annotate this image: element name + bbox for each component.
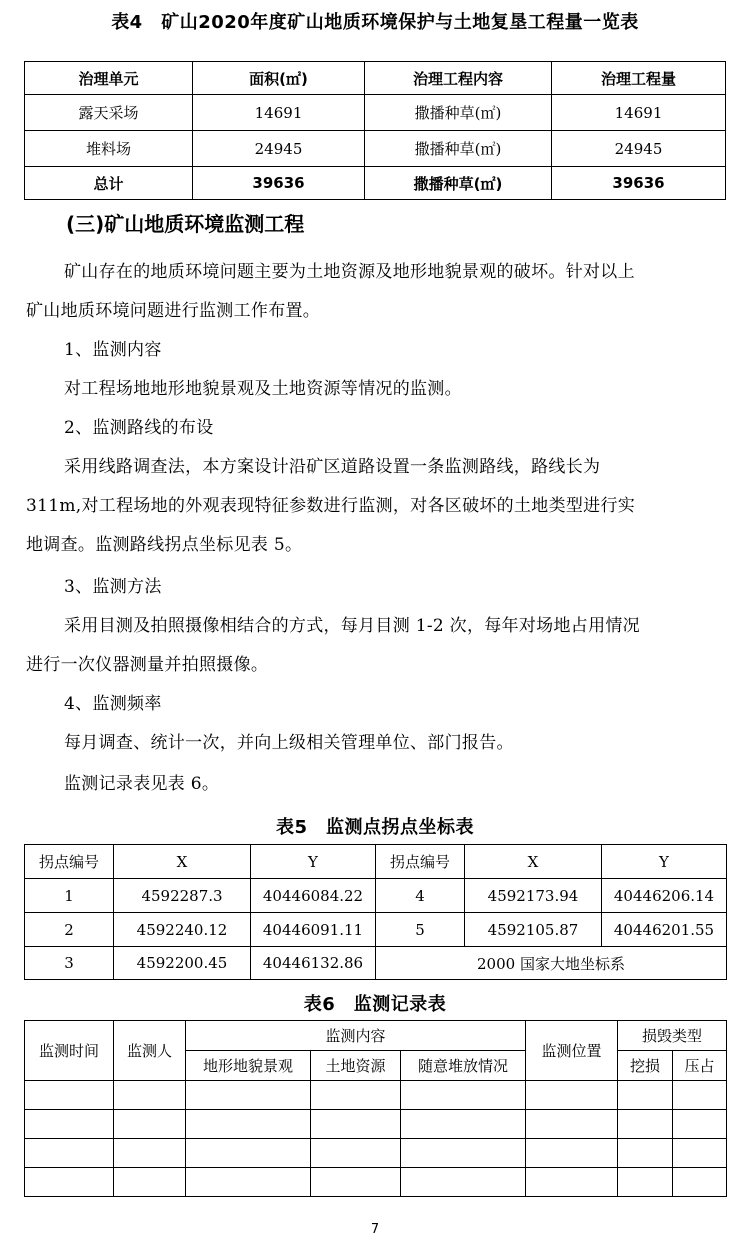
cell: 40446084.22 [251,879,376,913]
cell: 撒播种草(㎡) [365,95,552,131]
subheading: 2、监测路线的布设 [64,418,214,438]
cell: 39636 [552,167,726,200]
table-row [25,131,726,167]
cell: 4592200.45 [114,947,251,980]
table-row [25,947,727,980]
table-header-row [25,845,727,879]
subheading: 1、监测内容 [64,340,162,360]
paragraph-line: 每月调查、统计一次，并向上级相关管理单位、部门报告。 [64,733,514,753]
table5 [24,844,727,980]
subheading: 3、监测方法 [64,577,162,597]
cell: 39636 [193,167,365,200]
header-y: Y [251,845,376,879]
table-row [25,879,727,913]
table-row [25,1081,727,1110]
cell: 撒播种草(㎡) [365,167,552,200]
header-damage-type: 损毁类型 [618,1021,727,1051]
table4 [24,61,726,200]
paragraph-line: 311m,对工程场地的外观表现特征参数进行监测，对各区破坏的土地类型进行实 [26,496,636,516]
cell: 40446201.55 [602,913,727,947]
paragraph-line: 监测记录表见表 6。 [64,774,220,794]
cell: 5 [376,913,465,947]
table-row [25,1139,727,1168]
page-number: 7 [370,1222,380,1237]
header-occupy: 压占 [673,1051,727,1081]
header-work-content: 治理工程内容 [365,62,552,95]
header-point-no: 拐点编号 [376,845,465,879]
paragraph-line: 矿山存在的地质环境问题主要为土地资源及地形地貌景观的破坏。针对以上 [64,262,635,282]
subheading: 4、监测频率 [64,694,162,714]
header-area: 面积(㎡) [193,62,365,95]
header-x: X [114,845,251,879]
cell: 2 [25,913,114,947]
header-dig: 挖损 [618,1051,673,1081]
header-time: 监测时间 [25,1021,114,1081]
header-person: 监测人 [114,1021,186,1081]
paragraph-line: 进行一次仪器测量并拍照摄像。 [26,655,269,675]
coordinate-system-note: 2000 国家大地坐标系 [376,947,727,980]
cell: 1 [25,879,114,913]
header-unit: 治理单元 [25,62,193,95]
cell: 4592287.3 [114,879,251,913]
table-header-row [25,62,726,95]
paragraph-line: 采用线路调查法，本方案设计沿矿区道路设置一条监测路线，路线长为 [64,457,601,477]
paragraph-line: 矿山地质环境问题进行监测工作布置。 [26,301,321,321]
paragraph-line: 地调查。监测路线拐点坐标见表 5。 [26,535,303,555]
paragraph-line: 对工程场地地形地貌景观及土地资源等情况的监测。 [64,379,462,399]
cell: 4592105.87 [465,913,602,947]
table5-caption: 表5 监测点拐点坐标表 [275,817,475,838]
header-location: 监测位置 [526,1021,618,1081]
cell: 露天采场 [25,95,193,131]
paragraph-line: 采用目测及拍照摄像相结合的方式，每月目测 1-2 次，每年对场地占用情况 [64,616,640,636]
header-point-no: 拐点编号 [25,845,114,879]
table-header-row [25,1021,727,1051]
header-land: 土地资源 [311,1051,401,1081]
header-y: Y [602,845,727,879]
cell: 14691 [552,95,726,131]
table-row [25,95,726,131]
cell: 24945 [552,131,726,167]
cell: 14691 [193,95,365,131]
header-work-amount: 治理工程量 [552,62,726,95]
cell: 3 [25,947,114,980]
header-pile: 随意堆放情况 [401,1051,526,1081]
cell: 堆料场 [25,131,193,167]
cell: 40446206.14 [602,879,727,913]
table6 [24,1020,727,1197]
section-heading: (三)矿山地质环境监测工程 [66,212,305,236]
table-row [25,1168,727,1197]
cell: 撒播种草(㎡) [365,131,552,167]
cell: 24945 [193,131,365,167]
table-row [25,1110,727,1139]
cell: 4592173.94 [465,879,602,913]
cell: 总计 [25,167,193,200]
cell: 4592240.12 [114,913,251,947]
header-content: 监测内容 [186,1021,526,1051]
cell: 40446132.86 [251,947,376,980]
table-row [25,913,727,947]
header-terrain: 地形地貌景观 [186,1051,311,1081]
cell: 4 [376,879,465,913]
table-total-row [25,167,726,200]
cell: 40446091.11 [251,913,376,947]
header-x: X [465,845,602,879]
table6-caption: 表6 监测记录表 [303,994,447,1015]
table4-caption: 表4 矿山2020年度矿山地质环境保护与土地复垦工程量一览表 [111,12,639,33]
